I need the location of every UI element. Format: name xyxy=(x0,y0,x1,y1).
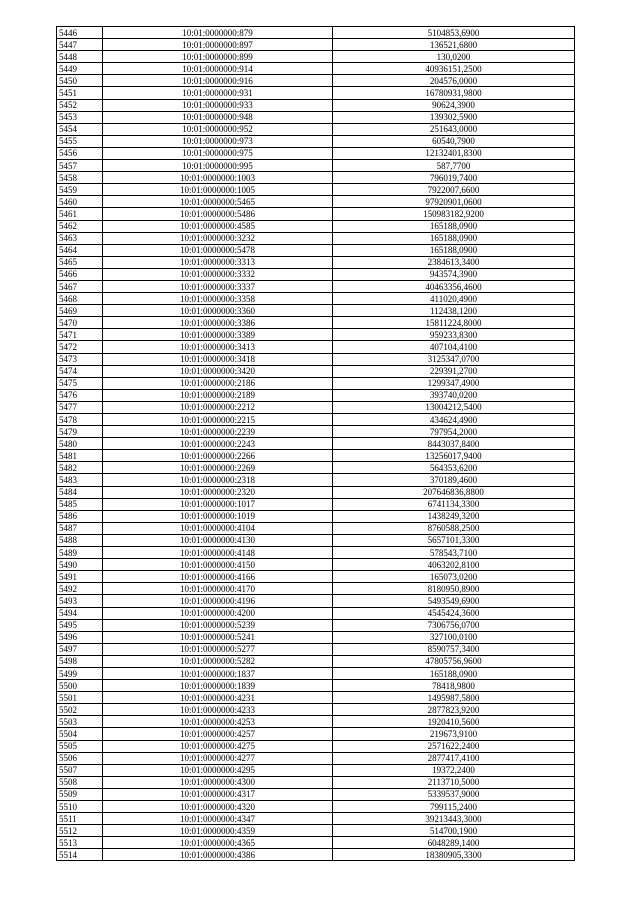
value-cell: 2384613,3400 xyxy=(333,256,575,268)
value-cell: 136521,6800 xyxy=(333,39,575,51)
value-cell: 2877417,4100 xyxy=(333,752,575,764)
value-cell: 2571622,2400 xyxy=(333,740,575,752)
table-row xyxy=(57,813,575,825)
table-row xyxy=(57,692,575,704)
row-number-cell: 5464 xyxy=(57,244,103,256)
cadastral-number-cell: 10:01:0000000:4196 xyxy=(103,595,333,607)
row-number-cell: 5447 xyxy=(57,39,103,51)
row-number-cell: 5510 xyxy=(57,801,103,813)
cadastral-number-cell: 10:01:0000000:1003 xyxy=(103,172,333,184)
value-cell: 207646836,8800 xyxy=(333,486,575,498)
table-row xyxy=(57,280,575,292)
cadastral-number-cell: 10:01:0000000:973 xyxy=(103,135,333,147)
cadastral-number-cell: 10:01:0000000:931 xyxy=(103,87,333,99)
value-cell: 251643,0000 xyxy=(333,123,575,135)
table-row xyxy=(57,607,575,619)
table-row xyxy=(57,293,575,305)
table-row xyxy=(57,196,575,208)
value-cell: 40463356,4600 xyxy=(333,280,575,292)
value-cell: 39213443,3000 xyxy=(333,813,575,825)
row-number-cell: 5494 xyxy=(57,607,103,619)
cadastral-number-cell: 10:01:0000000:948 xyxy=(103,111,333,123)
table-row xyxy=(57,450,575,462)
table-row xyxy=(57,268,575,280)
value-cell: 97920901,0600 xyxy=(333,196,575,208)
table-row xyxy=(57,716,575,728)
cadastral-number-cell: 10:01:0000000:4365 xyxy=(103,837,333,849)
table-row xyxy=(57,595,575,607)
value-cell: 7922007,6600 xyxy=(333,184,575,196)
cadastral-number-cell: 10:01:0000000:5277 xyxy=(103,643,333,655)
table-row xyxy=(57,752,575,764)
row-number-cell: 5472 xyxy=(57,341,103,353)
table-row xyxy=(57,462,575,474)
row-number-cell: 5490 xyxy=(57,559,103,571)
table-row xyxy=(57,135,575,147)
table-row xyxy=(57,27,575,39)
table-row xyxy=(57,87,575,99)
cadastral-number-cell: 10:01:0000000:975 xyxy=(103,147,333,159)
table-row xyxy=(57,655,575,667)
table-row xyxy=(57,474,575,486)
value-cell: 12132401,8300 xyxy=(333,147,575,159)
row-number-cell: 5448 xyxy=(57,51,103,63)
value-cell: 60540,7900 xyxy=(333,135,575,147)
value-cell: 90624,3900 xyxy=(333,99,575,111)
row-number-cell: 5455 xyxy=(57,135,103,147)
cadastral-number-cell: 10:01:0000000:2186 xyxy=(103,377,333,389)
value-cell: 8443037,8400 xyxy=(333,438,575,450)
table-row xyxy=(57,559,575,571)
row-number-cell: 5456 xyxy=(57,147,103,159)
table-row xyxy=(57,619,575,631)
cadastral-number-cell: 10:01:0000000:1839 xyxy=(103,680,333,692)
value-cell: 2113710,5000 xyxy=(333,776,575,788)
row-number-cell: 5505 xyxy=(57,740,103,752)
cadastral-number-cell: 10:01:0000000:4253 xyxy=(103,716,333,728)
cadastral-number-cell: 10:01:0000000:5486 xyxy=(103,208,333,220)
cadastral-number-cell: 10:01:0000000:4347 xyxy=(103,813,333,825)
value-cell: 130,0200 xyxy=(333,51,575,63)
cadastral-number-cell: 10:01:0000000:3386 xyxy=(103,317,333,329)
table-row xyxy=(57,426,575,438)
table-row xyxy=(57,160,575,172)
table-row xyxy=(57,305,575,317)
cadastral-number-cell: 10:01:0000000:4386 xyxy=(103,849,333,861)
row-number-cell: 5499 xyxy=(57,667,103,679)
cadastral-number-cell: 10:01:0000000:4104 xyxy=(103,522,333,534)
value-cell: 6741134,3300 xyxy=(333,498,575,510)
cadastral-number-cell: 10:01:0000000:2189 xyxy=(103,389,333,401)
row-number-cell: 5493 xyxy=(57,595,103,607)
cadastral-number-cell: 10:01:0000000:3232 xyxy=(103,232,333,244)
row-number-cell: 5469 xyxy=(57,305,103,317)
row-number-cell: 5495 xyxy=(57,619,103,631)
row-number-cell: 5486 xyxy=(57,510,103,522)
value-cell: 411020,4900 xyxy=(333,293,575,305)
cadastral-number-cell: 10:01:0000000:933 xyxy=(103,99,333,111)
row-number-cell: 5474 xyxy=(57,365,103,377)
value-cell: 5339537,9000 xyxy=(333,788,575,800)
cadastral-number-cell: 10:01:0000000:4585 xyxy=(103,220,333,232)
cadastral-number-cell: 10:01:0000000:3389 xyxy=(103,329,333,341)
value-cell: 8760588,2500 xyxy=(333,522,575,534)
value-cell: 7306756,0700 xyxy=(333,619,575,631)
table-row xyxy=(57,123,575,135)
value-cell: 16780931,9800 xyxy=(333,87,575,99)
value-cell: 165073,0200 xyxy=(333,571,575,583)
row-number-cell: 5496 xyxy=(57,631,103,643)
row-number-cell: 5512 xyxy=(57,825,103,837)
value-cell: 165188,0900 xyxy=(333,220,575,232)
row-number-cell: 5460 xyxy=(57,196,103,208)
row-number-cell: 5454 xyxy=(57,123,103,135)
cadastral-number-cell: 10:01:0000000:2266 xyxy=(103,450,333,462)
row-number-cell: 5465 xyxy=(57,256,103,268)
cadastral-number-cell: 10:01:0000000:4320 xyxy=(103,801,333,813)
table-row xyxy=(57,353,575,365)
row-number-cell: 5477 xyxy=(57,401,103,413)
table-row xyxy=(57,256,575,268)
row-number-cell: 5502 xyxy=(57,704,103,716)
value-cell: 393740,0200 xyxy=(333,389,575,401)
row-number-cell: 5471 xyxy=(57,329,103,341)
cadastral-value-table xyxy=(56,26,575,861)
value-cell: 564353,6200 xyxy=(333,462,575,474)
value-cell: 514700,1900 xyxy=(333,825,575,837)
value-cell: 5493549,6900 xyxy=(333,595,575,607)
cadastral-number-cell: 10:01:0000000:5465 xyxy=(103,196,333,208)
value-cell: 3125347,0700 xyxy=(333,353,575,365)
table-row xyxy=(57,75,575,87)
table-row xyxy=(57,341,575,353)
row-number-cell: 5450 xyxy=(57,75,103,87)
row-number-cell: 5504 xyxy=(57,728,103,740)
cadastral-number-cell: 10:01:0000000:4148 xyxy=(103,547,333,559)
cadastral-number-cell: 10:01:0000000:3313 xyxy=(103,256,333,268)
cadastral-number-cell: 10:01:0000000:4277 xyxy=(103,752,333,764)
table-row xyxy=(57,740,575,752)
row-number-cell: 5479 xyxy=(57,426,103,438)
cadastral-number-cell: 10:01:0000000:1019 xyxy=(103,510,333,522)
value-cell: 578543,7100 xyxy=(333,547,575,559)
cadastral-number-cell: 10:01:0000000:4200 xyxy=(103,607,333,619)
value-cell: 796019,7400 xyxy=(333,172,575,184)
table-row xyxy=(57,534,575,546)
cadastral-number-cell: 10:01:0000000:5282 xyxy=(103,655,333,667)
value-cell: 1299347,4900 xyxy=(333,377,575,389)
cadastral-number-cell: 10:01:0000000:3360 xyxy=(103,305,333,317)
value-cell: 370189,4600 xyxy=(333,474,575,486)
value-cell: 40936151,2500 xyxy=(333,63,575,75)
table-row xyxy=(57,788,575,800)
value-cell: 327100,0100 xyxy=(333,631,575,643)
table-row xyxy=(57,365,575,377)
table-row xyxy=(57,704,575,716)
table-row xyxy=(57,801,575,813)
value-cell: 219673,9100 xyxy=(333,728,575,740)
table-row xyxy=(57,522,575,534)
value-cell: 112438,1200 xyxy=(333,305,575,317)
cadastral-number-cell: 10:01:0000000:952 xyxy=(103,123,333,135)
row-number-cell: 5480 xyxy=(57,438,103,450)
value-cell: 78418,9800 xyxy=(333,680,575,692)
table-body xyxy=(57,27,575,861)
table-row xyxy=(57,377,575,389)
cadastral-number-cell: 10:01:0000000:914 xyxy=(103,63,333,75)
row-number-cell: 5478 xyxy=(57,414,103,426)
table-row xyxy=(57,825,575,837)
cadastral-number-cell: 10:01:0000000:4170 xyxy=(103,583,333,595)
row-number-cell: 5482 xyxy=(57,462,103,474)
cadastral-number-cell: 10:01:0000000:4295 xyxy=(103,764,333,776)
row-number-cell: 5489 xyxy=(57,547,103,559)
value-cell: 229391,2700 xyxy=(333,365,575,377)
cadastral-number-cell: 10:01:0000000:1005 xyxy=(103,184,333,196)
cadastral-number-cell: 10:01:0000000:2215 xyxy=(103,414,333,426)
value-cell: 797954,2000 xyxy=(333,426,575,438)
cadastral-number-cell: 10:01:0000000:3332 xyxy=(103,268,333,280)
value-cell: 13004212,5400 xyxy=(333,401,575,413)
value-cell: 204576,0000 xyxy=(333,75,575,87)
row-number-cell: 5513 xyxy=(57,837,103,849)
table-row xyxy=(57,329,575,341)
cadastral-number-cell: 10:01:0000000:1837 xyxy=(103,667,333,679)
row-number-cell: 5498 xyxy=(57,655,103,667)
table-row xyxy=(57,39,575,51)
table-row xyxy=(57,438,575,450)
table-row xyxy=(57,414,575,426)
document-page xyxy=(56,26,574,861)
cadastral-number-cell: 10:01:0000000:897 xyxy=(103,39,333,51)
cadastral-number-cell: 10:01:0000000:916 xyxy=(103,75,333,87)
row-number-cell: 5446 xyxy=(57,27,103,39)
row-number-cell: 5481 xyxy=(57,450,103,462)
cadastral-number-cell: 10:01:0000000:2243 xyxy=(103,438,333,450)
table-row xyxy=(57,147,575,159)
value-cell: 959233,8300 xyxy=(333,329,575,341)
cadastral-number-cell: 10:01:0000000:2318 xyxy=(103,474,333,486)
cadastral-number-cell: 10:01:0000000:4166 xyxy=(103,571,333,583)
value-cell: 5104853,6900 xyxy=(333,27,575,39)
row-number-cell: 5466 xyxy=(57,268,103,280)
value-cell: 799115,2400 xyxy=(333,801,575,813)
table-row xyxy=(57,317,575,329)
cadastral-number-cell: 10:01:0000000:995 xyxy=(103,160,333,172)
table-row xyxy=(57,643,575,655)
row-number-cell: 5457 xyxy=(57,160,103,172)
cadastral-number-cell: 10:01:0000000:3337 xyxy=(103,280,333,292)
row-number-cell: 5501 xyxy=(57,692,103,704)
table-row xyxy=(57,764,575,776)
row-number-cell: 5506 xyxy=(57,752,103,764)
value-cell: 165188,0900 xyxy=(333,232,575,244)
table-row xyxy=(57,51,575,63)
row-number-cell: 5491 xyxy=(57,571,103,583)
cadastral-number-cell: 10:01:0000000:4233 xyxy=(103,704,333,716)
table-row xyxy=(57,728,575,740)
value-cell: 1495987,5800 xyxy=(333,692,575,704)
table-row xyxy=(57,401,575,413)
cadastral-number-cell: 10:01:0000000:3358 xyxy=(103,293,333,305)
row-number-cell: 5461 xyxy=(57,208,103,220)
value-cell: 47805756,9600 xyxy=(333,655,575,667)
table-row xyxy=(57,99,575,111)
table-row xyxy=(57,837,575,849)
value-cell: 2877823,9200 xyxy=(333,704,575,716)
row-number-cell: 5511 xyxy=(57,813,103,825)
cadastral-number-cell: 10:01:0000000:2269 xyxy=(103,462,333,474)
row-number-cell: 5500 xyxy=(57,680,103,692)
row-number-cell: 5458 xyxy=(57,172,103,184)
value-cell: 165188,0900 xyxy=(333,244,575,256)
row-number-cell: 5451 xyxy=(57,87,103,99)
row-number-cell: 5503 xyxy=(57,716,103,728)
value-cell: 19372,2400 xyxy=(333,764,575,776)
row-number-cell: 5475 xyxy=(57,377,103,389)
cadastral-number-cell: 10:01:0000000:4257 xyxy=(103,728,333,740)
value-cell: 4063202,8100 xyxy=(333,559,575,571)
cadastral-number-cell: 10:01:0000000:3418 xyxy=(103,353,333,365)
row-number-cell: 5507 xyxy=(57,764,103,776)
row-number-cell: 5470 xyxy=(57,317,103,329)
value-cell: 139302,5900 xyxy=(333,111,575,123)
row-number-cell: 5497 xyxy=(57,643,103,655)
cadastral-number-cell: 10:01:0000000:3420 xyxy=(103,365,333,377)
table-row xyxy=(57,498,575,510)
cadastral-number-cell: 10:01:0000000:2212 xyxy=(103,401,333,413)
cadastral-number-cell: 10:01:0000000:4317 xyxy=(103,788,333,800)
row-number-cell: 5467 xyxy=(57,280,103,292)
row-number-cell: 5508 xyxy=(57,776,103,788)
value-cell: 150983182,9200 xyxy=(333,208,575,220)
table-row xyxy=(57,667,575,679)
cadastral-number-cell: 10:01:0000000:5478 xyxy=(103,244,333,256)
row-number-cell: 5473 xyxy=(57,353,103,365)
row-number-cell: 5452 xyxy=(57,99,103,111)
table-row xyxy=(57,680,575,692)
cadastral-number-cell: 10:01:0000000:879 xyxy=(103,27,333,39)
value-cell: 8180950,8900 xyxy=(333,583,575,595)
value-cell: 407104,4100 xyxy=(333,341,575,353)
value-cell: 587,7700 xyxy=(333,160,575,172)
table-row xyxy=(57,486,575,498)
cadastral-number-cell: 10:01:0000000:4231 xyxy=(103,692,333,704)
row-number-cell: 5484 xyxy=(57,486,103,498)
table-row xyxy=(57,547,575,559)
table-row xyxy=(57,63,575,75)
table-row xyxy=(57,631,575,643)
cadastral-number-cell: 10:01:0000000:4359 xyxy=(103,825,333,837)
cadastral-number-cell: 10:01:0000000:5239 xyxy=(103,619,333,631)
cadastral-number-cell: 10:01:0000000:2320 xyxy=(103,486,333,498)
table-row xyxy=(57,111,575,123)
value-cell: 165188,0900 xyxy=(333,667,575,679)
row-number-cell: 5492 xyxy=(57,583,103,595)
row-number-cell: 5483 xyxy=(57,474,103,486)
row-number-cell: 5509 xyxy=(57,788,103,800)
row-number-cell: 5476 xyxy=(57,389,103,401)
row-number-cell: 5487 xyxy=(57,522,103,534)
value-cell: 15811224,8000 xyxy=(333,317,575,329)
row-number-cell: 5468 xyxy=(57,293,103,305)
table-row xyxy=(57,244,575,256)
cadastral-number-cell: 10:01:0000000:4275 xyxy=(103,740,333,752)
row-number-cell: 5449 xyxy=(57,63,103,75)
cadastral-number-cell: 10:01:0000000:4130 xyxy=(103,534,333,546)
cadastral-number-cell: 10:01:0000000:899 xyxy=(103,51,333,63)
row-number-cell: 5514 xyxy=(57,849,103,861)
value-cell: 1438249,3200 xyxy=(333,510,575,522)
value-cell: 8590757,3400 xyxy=(333,643,575,655)
cadastral-number-cell: 10:01:0000000:4300 xyxy=(103,776,333,788)
table-row xyxy=(57,389,575,401)
row-number-cell: 5459 xyxy=(57,184,103,196)
value-cell: 6048289,1400 xyxy=(333,837,575,849)
cadastral-number-cell: 10:01:0000000:5241 xyxy=(103,631,333,643)
value-cell: 4545424,3600 xyxy=(333,607,575,619)
value-cell: 18380905,3300 xyxy=(333,849,575,861)
table-row xyxy=(57,510,575,522)
row-number-cell: 5462 xyxy=(57,220,103,232)
value-cell: 434624,4900 xyxy=(333,414,575,426)
table-row xyxy=(57,583,575,595)
value-cell: 943574,3900 xyxy=(333,268,575,280)
table-row xyxy=(57,220,575,232)
table-row xyxy=(57,208,575,220)
table-row xyxy=(57,571,575,583)
cadastral-number-cell: 10:01:0000000:1017 xyxy=(103,498,333,510)
row-number-cell: 5453 xyxy=(57,111,103,123)
table-row xyxy=(57,849,575,861)
cadastral-number-cell: 10:01:0000000:2239 xyxy=(103,426,333,438)
cadastral-number-cell: 10:01:0000000:4150 xyxy=(103,559,333,571)
table-row xyxy=(57,232,575,244)
row-number-cell: 5488 xyxy=(57,534,103,546)
row-number-cell: 5463 xyxy=(57,232,103,244)
value-cell: 1920410,5600 xyxy=(333,716,575,728)
row-number-cell: 5485 xyxy=(57,498,103,510)
value-cell: 5657101,3300 xyxy=(333,534,575,546)
cadastral-number-cell: 10:01:0000000:3413 xyxy=(103,341,333,353)
value-cell: 13256017,9400 xyxy=(333,450,575,462)
table-row xyxy=(57,184,575,196)
table-row xyxy=(57,172,575,184)
table-row xyxy=(57,776,575,788)
